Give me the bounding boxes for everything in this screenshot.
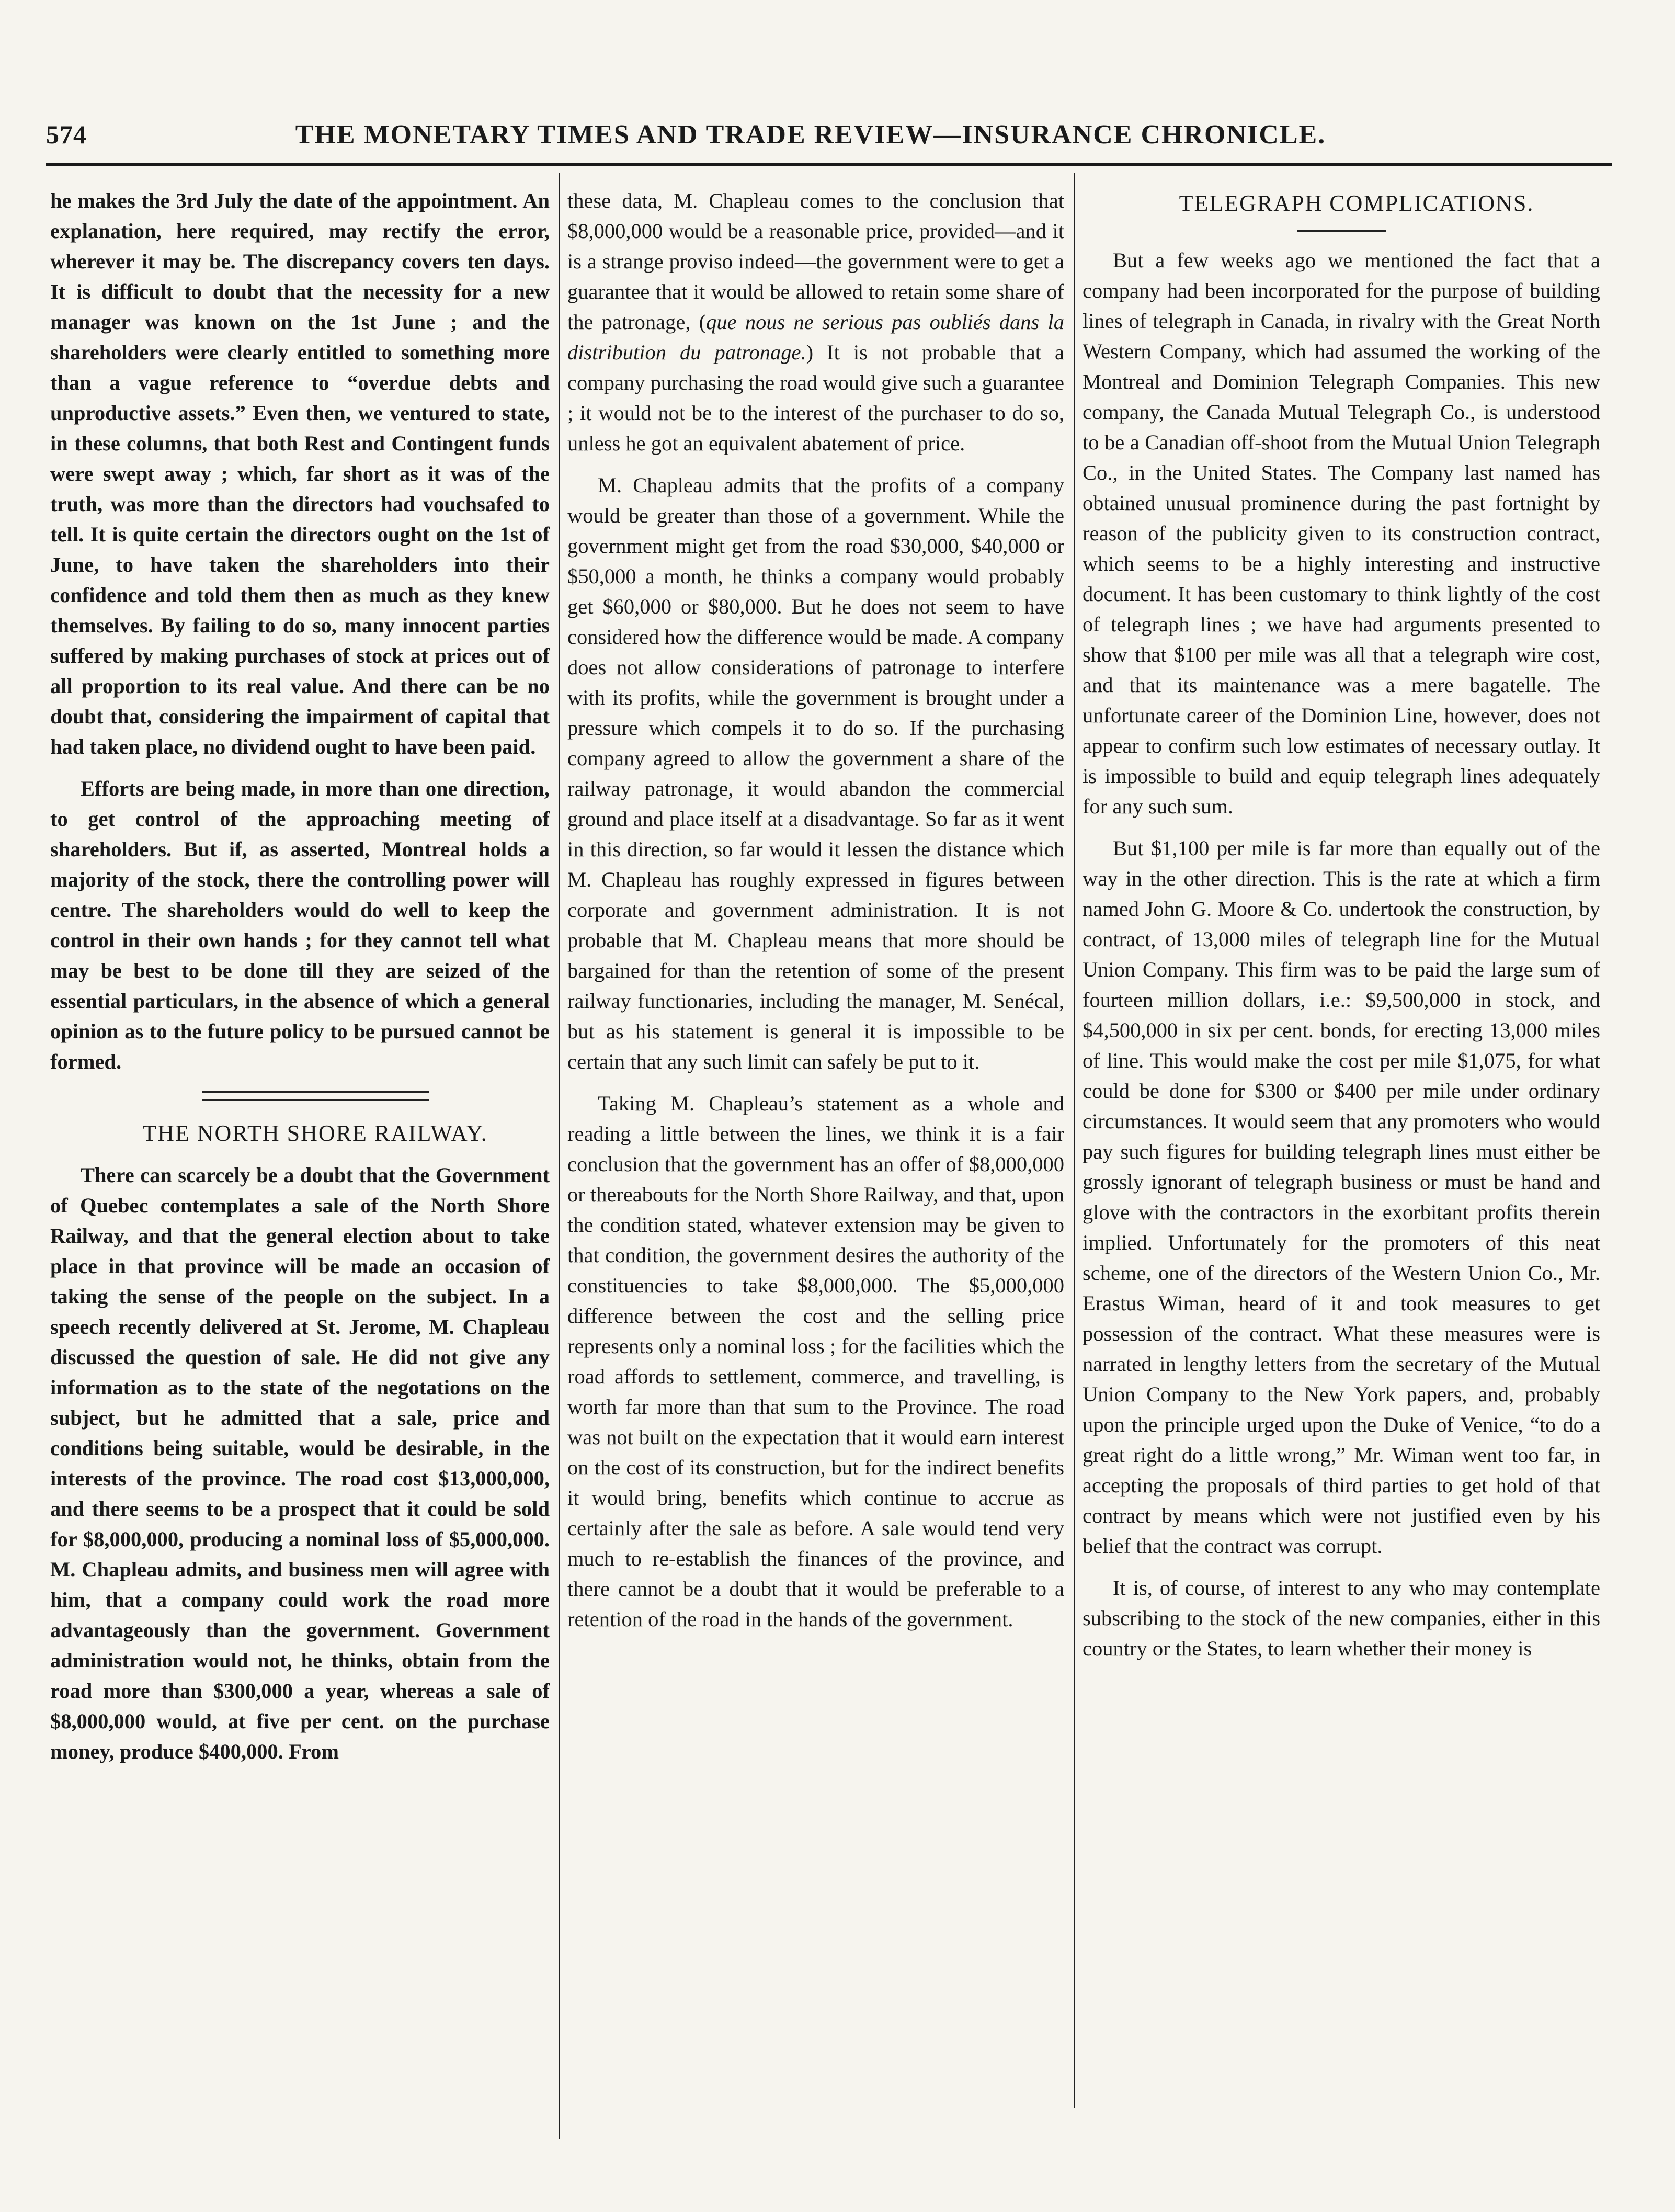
column-divider xyxy=(1074,173,1075,2108)
column-1 xyxy=(50,186,550,1778)
french-quote: que nous ne serious pas oubliés dans la distribution du patronage. xyxy=(567,310,1064,364)
paragraph-text: these data, M. Chapleau comes to the conclusion that $8,000,000 would be a reasonable price, provided—and it is a strange proviso indeed—the government were to get a guarantee that it would be allowed to retain some share of the patronage, ( xyxy=(567,189,1064,334)
paragraph: Efforts are being made, in more than one direction, to get control of the approaching meeting of shareholders. But if, as asserted, Montreal holds a majority of the stock, there the controlling power will centre. The shareholders would do well to keep the control in their own hands ; for they cannot tell what may be best to be done till they are seized of the essential particulars, in the absence of which a general opinion as to the future policy to be pursued cannot be formed. xyxy=(50,777,550,1073)
column-2 xyxy=(567,186,1064,1646)
paragraph: But a few weeks ago we mentioned the fact that a company had been incorporated for the purpose of building lines of telegraph in Canada, in rivalry with the Great North Western Company, which had assumed the working of the Montreal and Dominion Telegraph Companies. This new company, the Canada Mutual Telegraph Co., is understood to be a Canadian off-shoot from the Mutual Union Telegraph Co., in the United States. The Company last named has obtained unusual prominence during the past fortnight by reason of the publicity given to its construction contract, which seems to be a highly interesting and instructive document. It has been customary to think lightly of the cost of telegraph lines ; we have had arguments presented to show that $100 per mile was all that a telegraph wire cost, and that its maintenance was a mere bagatelle. The unfortunate career of the Dominion Line, however, does not appear to confirm such low estimates of necessary outlay. It is impossible to build and equip telegraph lines adequately for any such sum. xyxy=(1083,248,1600,818)
section-divider xyxy=(202,1091,429,1101)
paragraph: It is, of course, of interest to any who may contemplate subscribing to the stock of the new companies, either in this country or the States, to learn whether their money is xyxy=(1083,1576,1600,1660)
section-title: TELEGRAPH COMPLICATIONS. xyxy=(1179,190,1534,216)
paragraph: Taking M. Chapleau’s statement as a whole and reading a little between the lines, we think it is a fair conclusion that the government has an offer of $8,000,000 or thereabouts for the North Shore Railway, and that, upon the condition stated, whatever extension may be given to that condition, the government desires the authority of the constituencies to take $8,000,000. The $5,000,000 difference between the cost and the selling price represents only a nominal loss ; for the facilities which the road affords to settlement, commerce, and travelling, is worth far more than that sum to the Province. The road was not built on the expectation that it would earn interest on the cost of its construction, but for the indirect benefits it would bring, benefits which continue to accrue as certainly after the sale as before. A sale would tend very much to re-establish the finances of the province, and there cannot be a doubt that it would be preferable to a retention of the road in the hands of the government. xyxy=(567,1092,1065,1631)
paragraph: M. Chapleau admits that the profits of a company would be greater than those of a government. While the government might get from the road $30,000, $40,000 or $50,000 a month, he thinks a company would probably get $60,000 or $80,000. But he does not seem to have considered how the difference would be made. A company does not allow considerations of patronage to interfere with its profits, while the government is brought under a pressure which compels it to do so. If the purchasing company agreed to allow the government a share of the railway patronage, it would abandon the commercial ground and place itself at a disadvantage. So far as it went in this direction, so far would it lessen the distance which M. Chapleau has roughly expressed in figures between corporate and government administration. It is not probable that M. Chapleau means that more should be bargained for than the retention of some of the present railway functionaries, including the manager, M. Senécal, but as his statement is general it is impossible to be certain that any such limit can safely be put to it. xyxy=(567,473,1064,1073)
page-number: 574 xyxy=(46,120,87,149)
column-divider xyxy=(559,173,560,2139)
running-title: THE MONETARY TIMES AND TRADE REVIEW—INSURANCE CHRONICLE. xyxy=(295,120,1326,150)
paragraph: But $1,100 per mile is far more than equally out of the way in the other direction. This is the rate at which a firm named John G. Moore & Co. undertook the construction, by contract, of 13,000 miles of telegraph line for the Mutual Union Company. This firm was to be paid the large sum of fourteen million dollars, i.e.: $9,500,000 in stock, and $4,500,000 in six per cent. bonds, for erecting 13,000 miles of line. This would make the cost per mile $1,075, for what could be done for $300 or $400 per mile under ordinary circumstances. It would seem that any promoters who would pay such figures for building telegraph lines must either be grossly ignorant of telegraph business or must be hand and glove with the contractors in the exorbitant profits therein implied. Unfortunately for the promoters of this neat scheme, one of the directors of the Western Union Co., Mr. Erastus Wiman, heard of it and took measures to get possession of the contract. What these measures were is narrated in lengthy letters from the secretary of the Mutual Union Company to the New York papers, and, probably upon the principle urged upon the Duke of Venice, “to do a great right do a little wrong,” Mr. Wiman went too far, in accepting the proposals of third parties to get hold of that contract by means which were not justified even by his belief that the contract was corrupt. xyxy=(1083,836,1600,1558)
paragraph-text: ) It is not probable that a company purchasing the road would give such a guarantee ; it would not be to the interest of the purchaser to do so, unless he got an equivalent abatement of price. xyxy=(567,341,1064,455)
title-rule xyxy=(1297,230,1386,232)
paragraph: There can scarcely be a doubt that the Government of Quebec contemplates a sale of the North Shore Railway, and that the general election about to take place in that province will be made an occasion of taking the sense of the people on the subject. In a speech recently delivered at St. Jerome, M. Chapleau discussed the question of sale. He did not give any information as to the state of the negotations on the subject, but he admitted that a sale, price and conditions being suitable, would be desirable, in the interests of the province. The road cost $13,000,000, and there seems to be a prospect that it could be sold for $8,000,000, producing a nominal loss of $5,000,000. M. Chapleau admits, and business men will agree with him, that a company could work the road more advantageously than the government. Government administration would not, he thinks, obtain from the road more than $300,000 a year, whereas a sale of $8,000,000 would, at five per cent. on the purchase money, produce $400,000. From xyxy=(50,1163,550,1763)
section-title: THE NORTH SHORE RAILWAY. xyxy=(142,1120,488,1146)
column-3 xyxy=(1083,188,1600,1675)
paragraph xyxy=(567,186,1064,459)
header-rule xyxy=(46,163,1612,166)
paragraph: he makes the 3rd July the date of the appointment. An explanation, here required, may rectify the error, wherever it may be. The discrepancy covers ten days. It is difficult to doubt that the necessity for a new manager was known on the 1st June ; and the shareholders were clearly entitled to something more than a vague reference to “overdue debts and unproductive assets.” Even then, we ventured to state, in these columns, that both Rest and Contingent funds were swept away ; which, far short as it was of the truth, was more than the directors had vouchsafed to tell. It is quite certain the directors ought on the 1st of June, to have taken the shareholders into their confidence and told them then as much as they knew themselves. By failing to do so, many innocent parties suffered by making purchases of stock at prices out of all proportion to its real value. And there can be no doubt that, considering the impairment of capital that had taken place, no dividend ought to have been paid. xyxy=(50,189,550,758)
